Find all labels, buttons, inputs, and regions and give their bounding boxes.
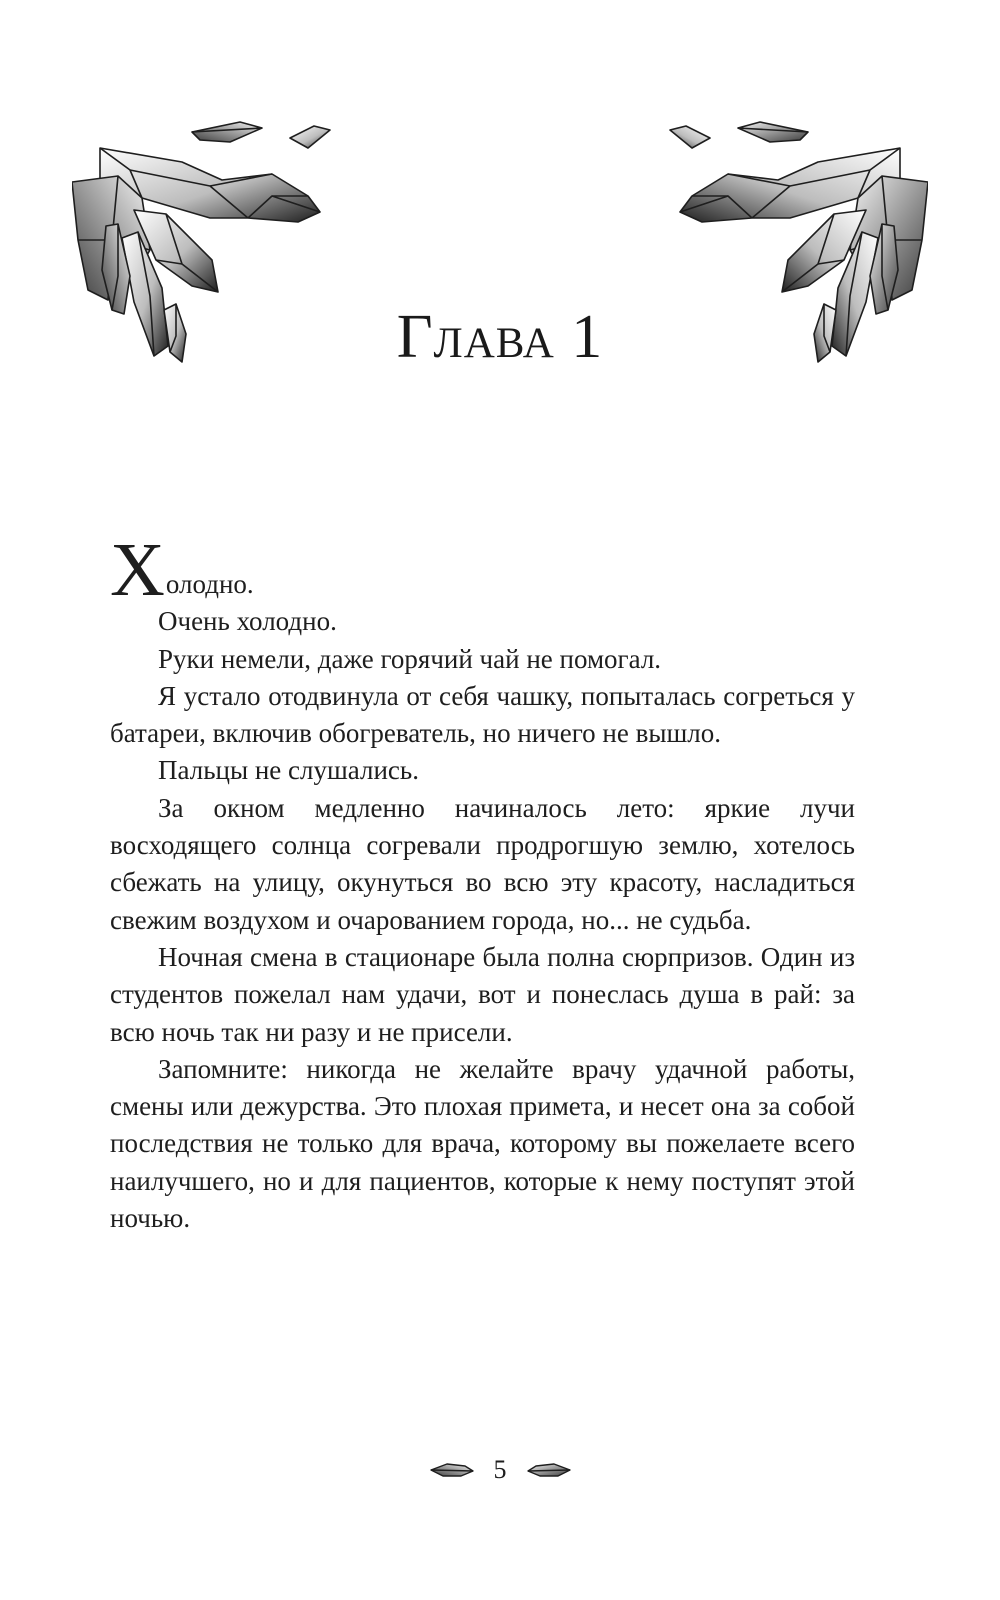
drop-cap: Х bbox=[110, 528, 165, 612]
paragraph: Я устало отодвинула от себя чашку, попыталась согреться у батареи, включив обогреватель, но ничего не вышло. bbox=[110, 680, 855, 749]
paragraph: За окном медленно начиналось лето: яркие лучи восходящего солнца согревали продрогшую землю, хотелось сбежать на улицу, окунуться во всю эту красоту, насладиться свежим воздухом и очарованием города, но... не судьба. bbox=[110, 792, 855, 935]
crystal-icon bbox=[430, 1461, 474, 1478]
page-footer bbox=[0, 1455, 1000, 1485]
body-text bbox=[110, 528, 855, 1237]
paragraph: Ночная смена в стационаре была полна сюрпризов. Один из студентов пожелал нам удачи, вот и понеслась душа в рай: за всю ночь так ни разу и не присели. bbox=[110, 941, 855, 1047]
first-paragraph-rest: олодно. bbox=[165, 569, 254, 599]
crystal-icon bbox=[527, 1461, 571, 1478]
chapter-title: Глава 1 bbox=[396, 303, 604, 371]
paragraph: Запомните: никогда не желайте врачу удачной работы, смены или дежурства. Это плохая примета, и несет она за собой последствия не только для врача, которому вы пожелаете всего наилучшего, но и для пациентов, которые к нему поступят этой ночью. bbox=[110, 1053, 855, 1234]
paragraph: Пальцы не слушались. bbox=[158, 755, 419, 786]
paragraph: Руки немели, даже горячий чай не помогал. bbox=[158, 643, 662, 674]
page-number: 5 bbox=[493, 1455, 507, 1484]
first-paragraph bbox=[110, 528, 855, 612]
paragraph: Очень холодно. bbox=[158, 606, 337, 637]
